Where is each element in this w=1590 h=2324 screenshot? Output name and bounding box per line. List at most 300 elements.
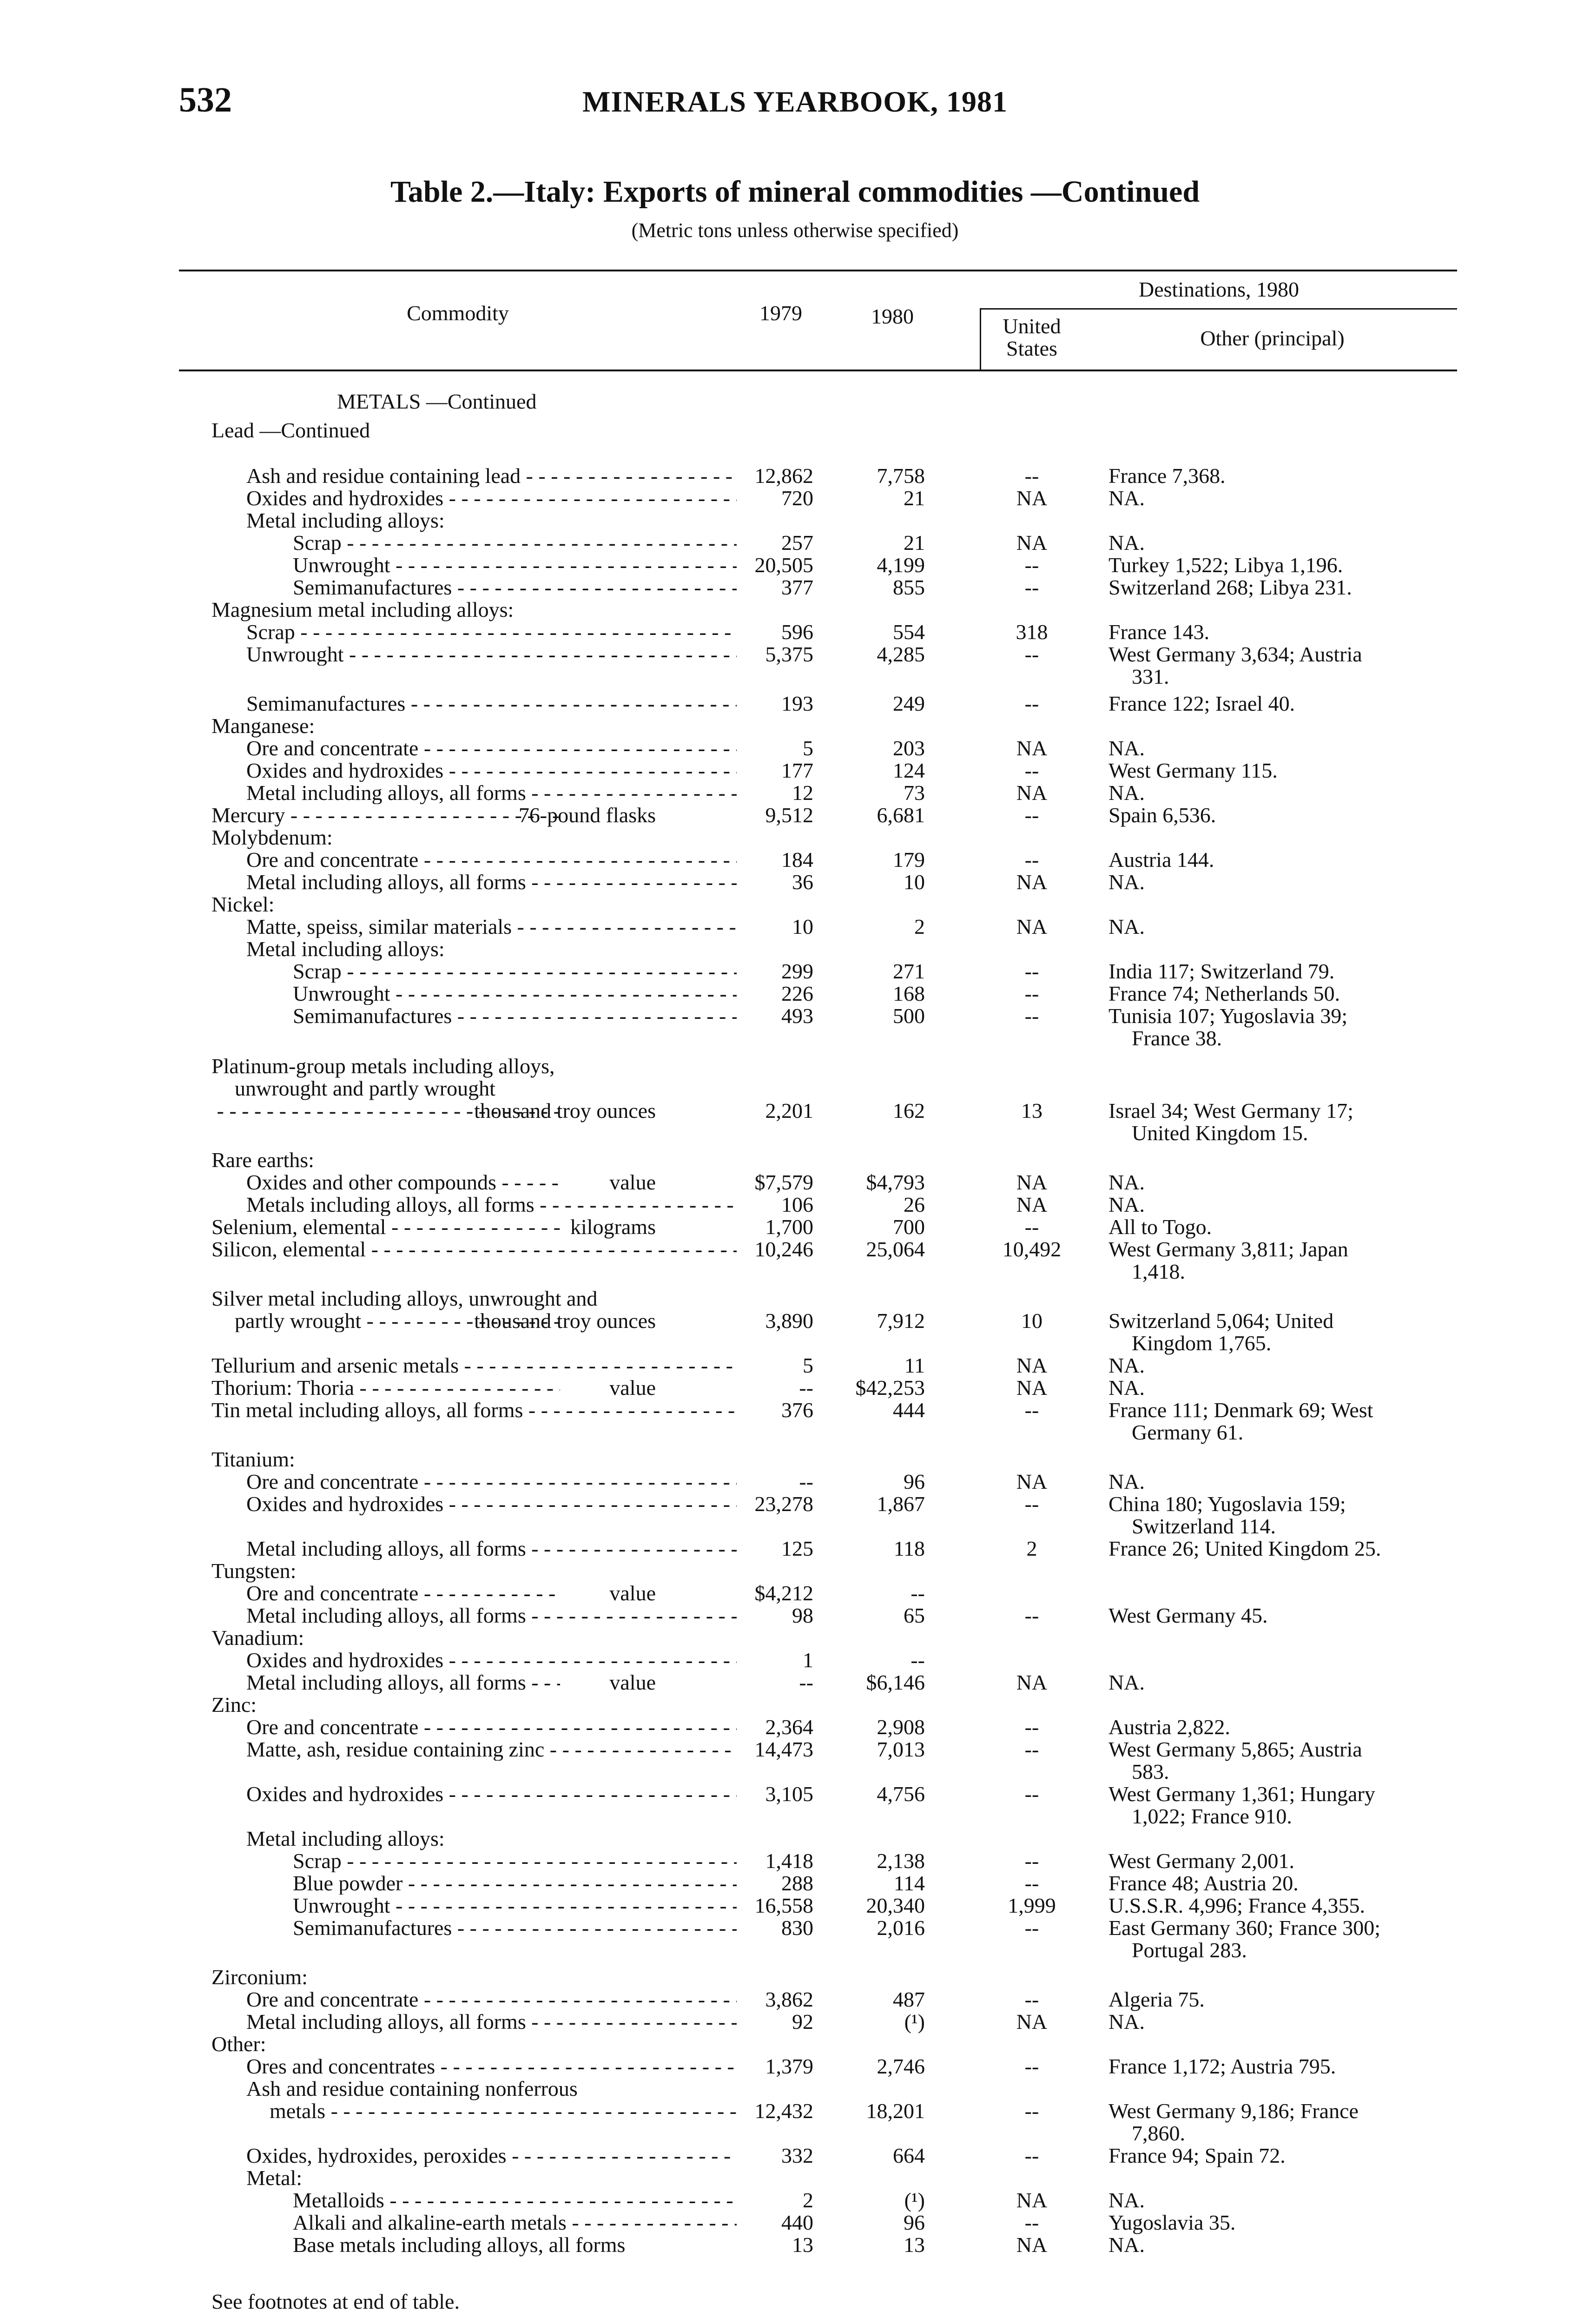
commodity-label: Metal including alloys, all forms - - - xyxy=(246,1604,737,1627)
value-1979: $4,212 xyxy=(754,1581,813,1605)
value-other-destinations xyxy=(1108,693,1457,715)
commodity-label: Metal including alloys, all forms - - - xyxy=(246,871,737,893)
other-destinations-line1: France 111; Denmark 69; West xyxy=(1108,1398,1373,1422)
commodity-label: Ash and residue containing nonferrous xyxy=(246,2077,578,2100)
value-other-destinations xyxy=(1108,1850,1457,1872)
value-united-states: 10 xyxy=(1021,1309,1042,1333)
unit-label: 76-pound flasks xyxy=(518,803,656,827)
commodity-cell xyxy=(246,916,737,938)
value-1980: 179 xyxy=(893,848,925,872)
value-united-states: NA xyxy=(1016,531,1048,555)
value-1980: 4,285 xyxy=(877,642,925,666)
commodity-label: Oxides and hydroxides - - - xyxy=(246,1783,737,1805)
value-1980: 6,681 xyxy=(877,803,925,827)
value-united-states: -- xyxy=(1024,1715,1039,1739)
value-1980: 7,013 xyxy=(877,1737,925,1761)
other-destinations-line1: Yugoslavia 35. xyxy=(1108,2211,1236,2234)
value-1979: 332 xyxy=(781,2144,813,2167)
value-united-states: 2 xyxy=(1026,1537,1037,1560)
column-header-1979: 1979 xyxy=(759,301,802,325)
column-header-other: Other (principal) xyxy=(1200,326,1345,350)
commodity-cell xyxy=(246,1716,737,1738)
commodity-label: Blue powder - - - xyxy=(293,1872,737,1895)
commodity-cell xyxy=(246,2078,737,2100)
value-1980: 4,199 xyxy=(877,553,925,577)
value-1979: 720 xyxy=(781,486,813,510)
value-other-destinations xyxy=(1108,983,1457,1005)
value-1979: 2,364 xyxy=(765,1715,813,1739)
other-destinations-line2: Portugal 283. xyxy=(1132,1938,1247,1962)
other-destinations-line1: Tunisia 107; Yugoslavia 39; xyxy=(1108,1004,1348,1028)
value-other-destinations xyxy=(1108,1783,1457,1828)
other-destinations-line1: France 7,368. xyxy=(1108,464,1226,488)
value-1979: 13 xyxy=(792,2233,813,2257)
other-destinations-line2: 7,860. xyxy=(1132,2121,1185,2145)
value-1979: 830 xyxy=(781,1916,813,1940)
value-other-destinations xyxy=(1108,1471,1457,1493)
value-united-states: NA xyxy=(1016,870,1048,894)
value-1980: 664 xyxy=(893,2144,925,2167)
value-united-states: NA xyxy=(1016,915,1048,938)
value-1979: 377 xyxy=(781,575,813,599)
value-other-destinations xyxy=(1108,2011,1457,2033)
value-1980: 855 xyxy=(893,575,925,599)
other-destinations-line1: West Germany 115. xyxy=(1108,759,1278,782)
commodity-cell xyxy=(211,1399,737,1421)
running-title: MINERALS YEARBOOK, 1981 xyxy=(582,85,1008,118)
other-destinations-line1: NA. xyxy=(1108,1170,1145,1194)
value-1979: 20,505 xyxy=(754,553,813,577)
value-united-states: -- xyxy=(1024,1004,1039,1028)
other-destinations-line2: 1,022; France 910. xyxy=(1132,1804,1292,1828)
page-header xyxy=(0,80,1590,131)
value-other-destinations xyxy=(1108,1872,1457,1895)
value-united-states: NA xyxy=(1016,1376,1048,1400)
commodity-label: Metal including alloys, all forms - - - xyxy=(246,1671,560,1694)
commodity-label: Tin metal including alloys, all forms - - - xyxy=(211,1399,737,1421)
commodity-label: Metals including alloys, all forms - - - xyxy=(246,1194,737,1216)
commodity-cell xyxy=(246,2167,737,2189)
commodity-cell xyxy=(246,1649,737,1671)
other-destinations-line1: All to Togo. xyxy=(1108,1215,1212,1239)
footnote: See footnotes at end of table. xyxy=(211,2290,460,2313)
value-1979: 14,473 xyxy=(754,1737,813,1761)
commodity-cell xyxy=(211,1354,737,1377)
commodity-cell xyxy=(246,1604,737,1627)
commodity-cell xyxy=(246,1538,737,1560)
commodity-label: Tungsten: xyxy=(211,1559,297,1583)
value-1979: 226 xyxy=(781,982,813,1005)
other-destinations-line1: NA. xyxy=(1108,870,1145,894)
value-1980: 203 xyxy=(893,736,925,760)
commodity-label: Metal including alloys: xyxy=(246,937,445,961)
value-1979: 98 xyxy=(792,1604,813,1627)
value-1979: 193 xyxy=(781,692,813,715)
commodity-cell xyxy=(246,1828,737,1850)
commodity-label: Unwrought - - - xyxy=(293,1895,737,1917)
other-destinations-line1: NA. xyxy=(1108,531,1145,555)
value-other-destinations xyxy=(1108,1716,1457,1738)
other-destinations-line1: France 1,172; Austria 795. xyxy=(1108,2054,1336,2078)
value-1980: 7,912 xyxy=(877,1309,925,1333)
other-destinations-line1: Austria 144. xyxy=(1108,848,1214,872)
other-destinations-line1: NA. xyxy=(1108,1353,1145,1377)
commodity-label: Matte, ash, residue containing zinc - - - xyxy=(246,1738,737,1761)
commodity-label: Alkali and alkaline-earth metals - - - xyxy=(293,2212,737,2234)
value-1980: $4,793 xyxy=(866,1170,925,1194)
value-other-destinations xyxy=(1108,2055,1457,2078)
other-destinations-line1: NA. xyxy=(1108,915,1145,938)
other-destinations-line1: NA. xyxy=(1108,486,1145,510)
commodity-label: Metal including alloys, all forms - - - xyxy=(246,782,737,804)
table-title: Table 2.—Italy: Exports of mineral commodities —Continued xyxy=(390,175,1200,209)
value-1979: 596 xyxy=(781,620,813,644)
commodity-label: Matte, speiss, similar materials - - - xyxy=(246,916,737,938)
commodity-label: Unwrought - - - xyxy=(246,643,737,666)
value-united-states: -- xyxy=(1024,1916,1039,1940)
commodity-label: Metal: xyxy=(246,2166,303,2190)
value-1979: 5,375 xyxy=(765,642,813,666)
commodity-label: Scrap - - - xyxy=(293,532,737,554)
commodity-cell xyxy=(211,804,560,826)
unit-label: kilograms xyxy=(570,1215,656,1239)
commodity-label: Mercury - - - xyxy=(211,804,560,826)
value-other-destinations xyxy=(1108,2234,1457,2256)
other-destinations-line2: United Kingdom 15. xyxy=(1132,1121,1308,1145)
commodity-cell xyxy=(246,759,737,782)
commodity-cell xyxy=(246,1671,560,1694)
commodity-cell xyxy=(211,1448,737,1471)
value-1980: 1,867 xyxy=(877,1492,925,1516)
other-destinations-line1: West Germany 45. xyxy=(1108,1604,1268,1627)
value-other-destinations xyxy=(1108,1895,1457,1917)
value-1979: 440 xyxy=(781,2211,813,2234)
other-destinations-line1: France 48; Austria 20. xyxy=(1108,1871,1299,1895)
commodity-cell xyxy=(293,1005,737,1027)
commodity-cell xyxy=(246,1471,737,1493)
value-1980: 168 xyxy=(893,982,925,1005)
value-united-states: -- xyxy=(1024,1398,1039,1422)
commodity-cell xyxy=(246,2011,737,2033)
value-1980: 13 xyxy=(904,2233,925,2257)
value-1980: -- xyxy=(910,1581,925,1605)
commodity-cell xyxy=(293,2189,737,2212)
other-destinations-line1: Switzerland 5,064; United xyxy=(1108,1309,1334,1333)
value-united-states: -- xyxy=(1024,692,1039,715)
value-united-states: NA xyxy=(1016,1170,1048,1194)
value-1979: 3,890 xyxy=(765,1309,813,1333)
commodity-cell xyxy=(211,1055,737,1077)
value-united-states: -- xyxy=(1024,1987,1039,2011)
other-destinations-line1: NA. xyxy=(1108,736,1145,760)
value-other-destinations xyxy=(1108,532,1457,554)
commodity-cell xyxy=(246,1738,737,1761)
value-other-destinations xyxy=(1108,2189,1457,2212)
value-1980: 10 xyxy=(904,870,925,894)
commodity-label: Thorium: Thoria - - - xyxy=(211,1377,560,1399)
value-1979: 1,379 xyxy=(765,2054,813,2078)
commodity-label: Semimanufactures - - - xyxy=(246,693,737,715)
value-1979: 1,700 xyxy=(765,1215,813,1239)
commodity-cell xyxy=(246,737,737,759)
value-other-destinations xyxy=(1108,1310,1457,1354)
value-1979: 5 xyxy=(803,736,813,760)
other-destinations-line1: India 117; Switzerland 79. xyxy=(1108,959,1335,983)
value-other-destinations xyxy=(1108,1399,1457,1444)
value-1979: 125 xyxy=(781,1537,813,1560)
other-destinations-line2: Kingdom 1,765. xyxy=(1132,1331,1272,1355)
value-other-destinations xyxy=(1108,804,1457,826)
value-1979: 184 xyxy=(781,848,813,872)
other-destinations-line1: West Germany 3,811; Japan xyxy=(1108,1237,1348,1261)
commodity-cell xyxy=(293,554,737,576)
value-1979: 5 xyxy=(803,1353,813,1377)
column-header-destinations: Destinations, 1980 xyxy=(1139,277,1299,301)
value-1979: 1 xyxy=(803,1648,813,1672)
commodity-label: Ore and concentrate - - - xyxy=(246,849,737,871)
commodity-label: Ore and concentrate - - - xyxy=(246,1471,737,1493)
value-1979: 36 xyxy=(792,870,813,894)
commodity-label: Ores and concentrates - - - xyxy=(246,2055,737,2078)
value-united-states: NA xyxy=(1016,1193,1048,1216)
commodity-cell xyxy=(246,871,737,893)
other-destinations-line1: Turkey 1,522; Libya 1,196. xyxy=(1108,553,1343,577)
commodity-cell xyxy=(246,1988,737,2011)
unit-label: value xyxy=(609,1376,656,1400)
value-united-states: -- xyxy=(1024,575,1039,599)
value-united-states: -- xyxy=(1024,2099,1039,2123)
commodity-cell xyxy=(246,1194,737,1216)
value-united-states: NA xyxy=(1016,1670,1048,1694)
value-united-states: NA xyxy=(1016,1353,1048,1377)
other-destinations-line1: Spain 6,536. xyxy=(1108,803,1216,827)
value-1979: 177 xyxy=(781,759,813,782)
value-other-destinations xyxy=(1108,1604,1457,1627)
value-1980: (¹) xyxy=(904,2188,925,2212)
commodity-cell xyxy=(246,487,737,509)
value-1979: 12 xyxy=(792,781,813,805)
commodity-cell xyxy=(246,1493,737,1515)
commodity-cell xyxy=(211,1966,737,1988)
commodity-cell xyxy=(246,643,737,666)
value-other-destinations xyxy=(1108,1538,1457,1560)
column-header-commodity: Commodity xyxy=(407,301,509,325)
value-1979: 3,105 xyxy=(765,1782,813,1806)
other-destinations-line1: France 94; Spain 72. xyxy=(1108,2144,1286,2167)
commodity-cell xyxy=(246,782,737,804)
value-other-destinations xyxy=(1108,960,1457,983)
commodity-label: Unwrought - - - xyxy=(293,554,737,576)
commodity-label: Semimanufactures - - - xyxy=(293,1005,737,1027)
commodity-label: Other: xyxy=(211,2032,266,2056)
value-other-destinations xyxy=(1108,916,1457,938)
other-destinations-line2: 331. xyxy=(1132,665,1169,688)
value-united-states: NA xyxy=(1016,781,1048,805)
value-1980: 20,340 xyxy=(866,1894,925,1917)
other-destinations-line1: NA. xyxy=(1108,2233,1145,2257)
commodity-cell xyxy=(293,960,737,983)
value-other-destinations xyxy=(1108,621,1457,643)
value-united-states: -- xyxy=(1024,982,1039,1005)
commodity-cell xyxy=(293,983,737,1005)
value-other-destinations xyxy=(1108,1354,1457,1377)
value-other-destinations xyxy=(1108,2145,1457,2167)
value-1979: 376 xyxy=(781,1398,813,1422)
commodity-label: Scrap - - - xyxy=(293,960,737,983)
commodity-cell xyxy=(211,893,737,916)
commodity-label: Tellurium and arsenic metals - - - xyxy=(211,1354,737,1377)
commodity-label: unwrought and partly wrought xyxy=(235,1076,495,1100)
value-united-states: -- xyxy=(1024,803,1039,827)
value-other-destinations xyxy=(1108,759,1457,782)
value-other-destinations xyxy=(1108,1005,1457,1050)
value-1980: 114 xyxy=(893,1871,925,1895)
value-other-destinations xyxy=(1108,1100,1457,1144)
unit-label: value xyxy=(609,1670,656,1694)
value-united-states: NA xyxy=(1016,2188,1048,2212)
commodity-label: Scrap - - - xyxy=(293,1850,737,1872)
other-destinations-line1: France 26; United Kingdom 25. xyxy=(1108,1537,1381,1560)
value-1980: 249 xyxy=(893,692,925,715)
commodity-label: METALS —Continued xyxy=(337,390,537,413)
header-bottom-rule xyxy=(179,370,1457,371)
value-1980: 25,064 xyxy=(866,1237,925,1261)
commodity-label: Manganese: xyxy=(211,714,315,738)
value-1980: 444 xyxy=(893,1398,925,1422)
value-1979: 9,512 xyxy=(765,803,813,827)
value-1979: 299 xyxy=(781,959,813,983)
commodity-cell xyxy=(235,1077,737,1100)
commodity-cell xyxy=(270,2100,737,2122)
commodity-cell xyxy=(246,938,737,960)
value-other-destinations xyxy=(1108,1493,1457,1538)
commodity-label: Ash and residue containing lead - - - xyxy=(246,465,737,487)
value-1980: 2,138 xyxy=(877,1849,925,1873)
other-destinations-line2: Germany 61. xyxy=(1132,1420,1244,1444)
value-1980: -- xyxy=(910,1648,925,1672)
value-united-states: -- xyxy=(1024,1871,1039,1895)
commodity-cell xyxy=(211,1694,737,1716)
value-1979: 12,862 xyxy=(754,464,813,488)
value-1980: 96 xyxy=(904,1470,925,1493)
unit-label: value xyxy=(609,1581,656,1605)
value-other-destinations xyxy=(1108,487,1457,509)
value-united-states: -- xyxy=(1024,2054,1039,2078)
value-other-destinations xyxy=(1108,1377,1457,1399)
other-destinations-line1: NA. xyxy=(1108,2010,1145,2034)
value-other-destinations xyxy=(1108,1988,1457,2011)
commodity-label: Silver metal including alloys, unwrought and xyxy=(211,1287,598,1310)
value-1979: 92 xyxy=(792,2010,813,2034)
commodity-cell xyxy=(246,1582,560,1604)
commodity-cell xyxy=(211,1627,737,1649)
value-1979: $7,579 xyxy=(754,1170,813,1194)
value-other-destinations xyxy=(1108,1917,1457,1961)
commodity-label: Metal including alloys, all forms - - - xyxy=(246,2011,737,2033)
value-1980: 2,016 xyxy=(877,1916,925,1940)
commodity-cell xyxy=(211,1377,560,1399)
commodity-cell xyxy=(246,509,737,532)
value-united-states: -- xyxy=(1024,1215,1039,1239)
other-destinations-line1: U.S.S.R. 4,996; France 4,355. xyxy=(1108,1894,1365,1917)
page-number: 532 xyxy=(179,80,232,119)
value-1980: 73 xyxy=(904,781,925,805)
commodity-cell xyxy=(293,2234,737,2256)
value-united-states: -- xyxy=(1024,464,1039,488)
commodity-cell xyxy=(293,1917,737,1939)
column-header-1980: 1980 xyxy=(871,304,914,328)
commodity-cell xyxy=(246,1783,737,1805)
value-1980: 2,908 xyxy=(877,1715,925,1739)
commodity-label: Base metals including alloys, all forms xyxy=(293,2233,626,2257)
commodity-cell xyxy=(211,715,737,737)
other-destinations-line1: West Germany 9,186; France xyxy=(1108,2099,1359,2123)
value-united-states: -- xyxy=(1024,1782,1039,1806)
commodity-label: Silicon, elemental - - - xyxy=(211,1238,737,1261)
other-destinations-line1: Austria 2,822. xyxy=(1108,1715,1230,1739)
value-1980: 124 xyxy=(893,759,925,782)
commodity-label: Metalloids - - - xyxy=(293,2189,737,2212)
value-1979: 1,418 xyxy=(765,1849,813,1873)
commodity-label: Selenium, elemental - - - xyxy=(211,1216,560,1238)
commodity-cell xyxy=(293,576,737,599)
commodity-label: Zirconium: xyxy=(211,1965,308,1989)
commodity-cell xyxy=(211,1560,737,1582)
other-destinations-line1: West Germany 1,361; Hungary xyxy=(1108,1782,1375,1806)
value-1980: (¹) xyxy=(904,2010,925,2034)
value-united-states: NA xyxy=(1016,1470,1048,1493)
value-1980: 554 xyxy=(893,620,925,644)
value-other-destinations xyxy=(1108,1238,1457,1283)
commodity-label: Molybdenum: xyxy=(211,825,333,849)
commodity-label: Metal including alloys: xyxy=(246,508,445,532)
unit-label: thousand troy ounces xyxy=(474,1309,656,1333)
other-destinations-line2: France 38. xyxy=(1132,1026,1222,1050)
value-united-states: -- xyxy=(1024,1604,1039,1627)
commodity-cell xyxy=(293,1872,737,1895)
value-other-destinations xyxy=(1108,849,1457,871)
value-1980: 500 xyxy=(893,1004,925,1028)
value-1980: $42,253 xyxy=(855,1376,925,1400)
value-1979: 2 xyxy=(803,2188,813,2212)
value-other-destinations xyxy=(1108,465,1457,487)
value-1979: -- xyxy=(799,1470,813,1493)
value-1980: 700 xyxy=(893,1215,925,1239)
commodity-cell xyxy=(246,621,737,643)
destinations-rule xyxy=(981,308,1457,310)
other-destinations-line1: West Germany 5,865; Austria xyxy=(1108,1737,1362,1761)
value-1980: 21 xyxy=(904,531,925,555)
value-1980: 4,756 xyxy=(877,1782,925,1806)
value-1979: -- xyxy=(799,1376,813,1400)
column-header-us-line1: United xyxy=(1003,314,1061,338)
value-other-destinations xyxy=(1108,2100,1457,2145)
commodity-label: Titanium: xyxy=(211,1447,295,1471)
value-1979: -- xyxy=(799,1670,813,1694)
commodity-cell xyxy=(211,1287,737,1310)
commodity-cell xyxy=(246,465,737,487)
value-united-states: -- xyxy=(1024,1492,1039,1516)
commodity-cell xyxy=(293,1850,737,1872)
commodity-cell xyxy=(211,1149,737,1171)
commodity-cell xyxy=(211,1216,560,1238)
other-destinations-line1: France 74; Netherlands 50. xyxy=(1108,982,1340,1005)
other-destinations-line1: NA. xyxy=(1108,1376,1145,1400)
value-1980: 96 xyxy=(904,2211,925,2234)
commodity-cell xyxy=(211,419,737,442)
value-1979: 106 xyxy=(781,1193,813,1216)
value-united-states: NA xyxy=(1016,2010,1048,2034)
